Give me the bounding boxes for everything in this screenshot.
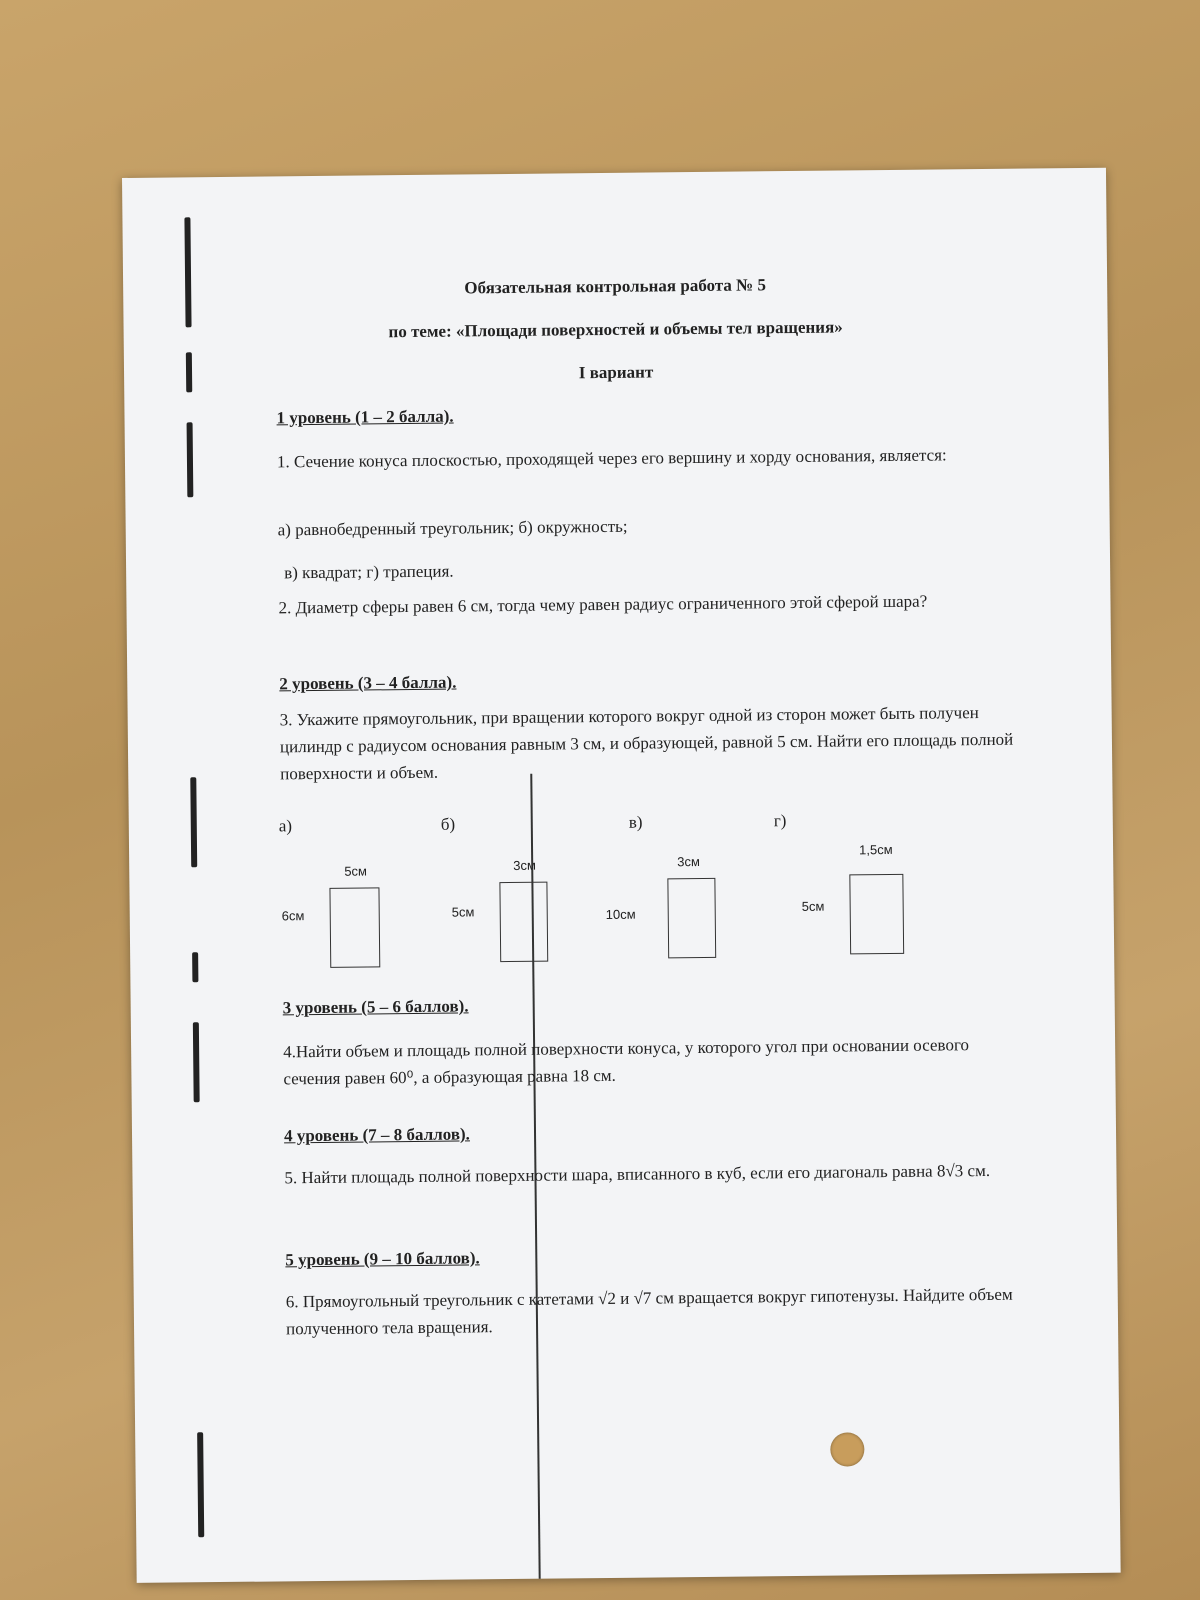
margin-mark <box>187 422 194 497</box>
question-5: 5. Найти площадь полной поверхности шара, вписанного в куб, если его диагональ равна 8√3 см. <box>284 1160 991 1188</box>
figure-b-top-dim: 3см <box>513 857 536 873</box>
margin-mark <box>190 777 197 867</box>
level-2-heading: 2 уровень (3 – 4 балла). <box>279 672 457 694</box>
figure-a-rectangle <box>329 887 380 968</box>
figure-a-letter: а) <box>278 816 293 836</box>
question-1-options-b: в) квадрат; г) трапеция. <box>284 561 454 583</box>
worksheet-page <box>122 168 1121 1583</box>
margin-mark <box>192 952 198 982</box>
figure-a-top-dim: 5см <box>344 863 368 879</box>
figure-g-side-dim: 5см <box>801 898 825 914</box>
figure-b-letter: б) <box>440 814 456 834</box>
question-3: 3. Укажите прямоугольник, при вращении которого вокруг одной из сторон может быть получен цилиндр с радиусом основания равным 3 см, и образующей, равной 5 см. Найти его площадь полной поверхности и объем. <box>279 703 1014 784</box>
figure-v-letter: в) <box>628 812 643 832</box>
margin-mark <box>184 217 191 327</box>
margin-mark <box>197 1432 204 1537</box>
level-3-heading: 3 уровень (5 – 6 баллов). <box>282 996 469 1018</box>
figure-b-side-dim: 5см <box>451 904 475 920</box>
level-5-heading: 5 уровень (9 – 10 баллов). <box>285 1248 480 1270</box>
punch-hole <box>830 1432 864 1466</box>
question-6: 6. Прямоугольный треугольник с катетами √2 и √7 см вращается вокруг гипотенузы. Найдите объем полученного тела вращения. <box>285 1284 1013 1339</box>
margin-mark <box>193 1022 200 1102</box>
margin-marks <box>122 168 1106 178</box>
figure-b-rectangle <box>499 882 548 962</box>
question-4: 4.Найти объем и площадь полной поверхности конуса, у которого угол при основании осевого сечения равен 60⁰, а образующая равна 18 см. <box>283 1035 970 1089</box>
figure-g-rectangle <box>849 874 904 955</box>
figure-v-side-dim: 10см <box>605 906 636 922</box>
question-1: 1. Сечение конуса плоскостью, проходящей через его вершину и хорду основания, является: <box>276 445 947 472</box>
figure-v-top-dim: 3см <box>677 853 700 870</box>
figure-g-top-dim: 1,5см <box>858 841 893 858</box>
doc-variant: I вариант <box>578 362 654 383</box>
question-2: 2. Диаметр сферы равен 6 см, тогда чему равен радиус ограниченного этой сферой шара? <box>278 591 928 618</box>
doc-topic: по теме: «Площади поверхностей и объемы тел вращения» <box>388 317 843 342</box>
figure-g-letter: г) <box>773 811 787 831</box>
level-4-heading: 4 уровень (7 – 8 баллов). <box>283 1124 470 1146</box>
level-1-heading: 1 уровень (1 – 2 балла). <box>276 406 454 428</box>
doc-title: Обязательная контрольная работа № 5 <box>464 275 767 298</box>
figure-v-rectangle <box>667 878 716 958</box>
figure-a-side-dim: 6см <box>281 908 305 924</box>
question-1-options-a: а) равнобедренный треугольник; б) окружность; <box>277 516 628 540</box>
